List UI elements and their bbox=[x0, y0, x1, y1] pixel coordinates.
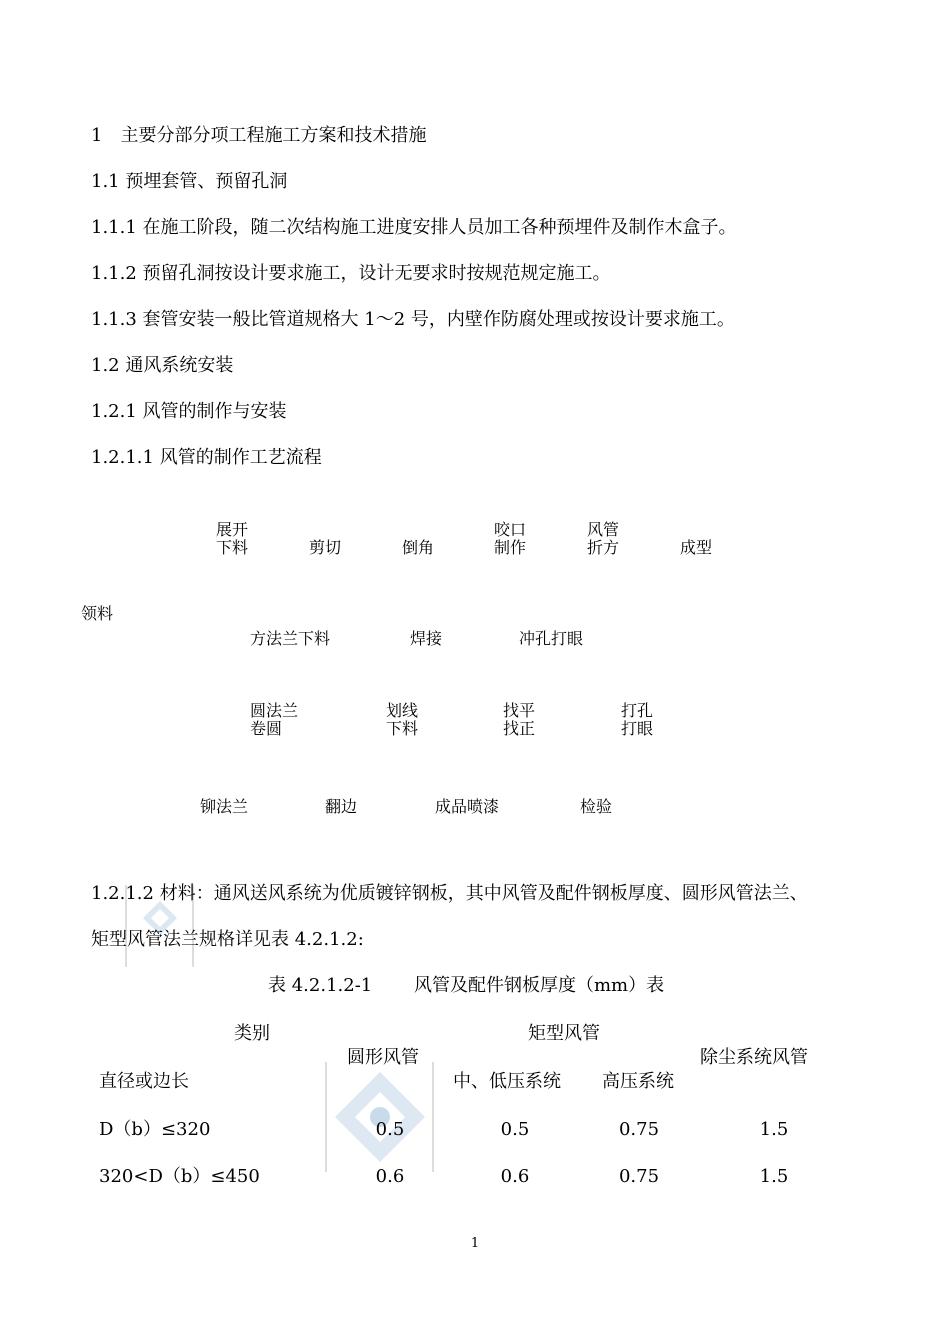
heading-1-1: 1.1 预埋套管、预留孔洞 bbox=[91, 171, 288, 192]
table-row-2-dust: 1.5 bbox=[759, 1166, 789, 1187]
flow-step-rivet: 铆法兰 bbox=[200, 797, 249, 816]
flow-step-fold: 风管 折方 bbox=[587, 520, 620, 557]
heading-1-2-1-1: 1.2.1.1 风管的制作工艺流程 bbox=[91, 447, 322, 468]
table-row-1-size: D（b）≤320 bbox=[99, 1119, 211, 1140]
table-header-round: 圆形风管 bbox=[347, 1047, 419, 1068]
table-header-category: 类别 bbox=[234, 1023, 270, 1044]
flow-step-paint: 成品喷漆 bbox=[435, 797, 500, 816]
flow-step-square-flange: 方法兰下料 bbox=[250, 629, 331, 648]
flow-start: 领料 bbox=[81, 604, 114, 623]
table-row-1-high: 0.75 bbox=[618, 1119, 660, 1140]
flow-step-shear: 剪切 bbox=[309, 538, 342, 557]
heading-1: 1 主要分部分项工程施工方案和技术措施 bbox=[91, 125, 427, 146]
table-header-rect-high: 高压系统 bbox=[602, 1071, 674, 1092]
heading-1-2: 1.2 通风系统安装 bbox=[91, 355, 234, 376]
table-row-1-dust: 1.5 bbox=[759, 1119, 789, 1140]
table-row-1-low: 0.5 bbox=[500, 1119, 530, 1140]
flow-step-punch: 冲孔打眼 bbox=[519, 629, 584, 648]
flow-step-seam: 咬口 制作 bbox=[494, 520, 527, 557]
flow-step-inspect: 检验 bbox=[580, 797, 613, 816]
flow-step-drill: 打孔 打眼 bbox=[621, 701, 654, 738]
paragraph-1-2-1-2-line2: 矩型风管法兰规格详见表 4.2.1.2: bbox=[91, 929, 364, 950]
flow-step-weld: 焊接 bbox=[410, 629, 443, 648]
flow-step-mark: 划线 下料 bbox=[386, 701, 419, 738]
table-row-2-high: 0.75 bbox=[618, 1166, 660, 1187]
table-row-1-round: 0.5 bbox=[375, 1119, 405, 1140]
table-caption: 表 4.2.1.2-1 风管及配件钢板厚度（mm）表 bbox=[268, 975, 665, 996]
table-header-rect-low: 中、低压系统 bbox=[453, 1071, 561, 1092]
flow-step-flange-edge: 翻边 bbox=[325, 797, 358, 816]
table-row-2-size: 320<D（b）≤450 bbox=[99, 1166, 260, 1187]
heading-1-2-1: 1.2.1 风管的制作与安装 bbox=[91, 401, 287, 422]
table-header-dust: 除尘系统风管 bbox=[700, 1047, 808, 1068]
paragraph-1-2-1-2-line1: 1.2.1.2 材料：通风送风系统为优质镀锌钢板，其中风管及配件钢板厚度、圆形风管法兰、 bbox=[91, 883, 808, 904]
watermark-logo-large bbox=[325, 1062, 435, 1172]
flow-step-round-flange: 圆法兰 卷圆 bbox=[250, 701, 299, 738]
paragraph-1-1-1: 1.1.1 在施工阶段，随二次结构施工进度安排人员加工各种预埋件及制作木盒子。 bbox=[91, 217, 737, 238]
paragraph-1-1-2: 1.1.2 预留孔洞按设计要求施工，设计无要求时按规范规定施工。 bbox=[91, 263, 611, 284]
flow-step-unfold: 展开 下料 bbox=[216, 520, 249, 557]
paragraph-1-1-3: 1.1.3 套管安装一般比管道规格大 1～2 号，内壁作防腐处理或按设计要求施工。 bbox=[91, 309, 735, 330]
table-header-rect: 矩型风管 bbox=[528, 1023, 600, 1044]
flow-step-chamfer: 倒角 bbox=[402, 538, 435, 557]
table-header-diameter: 直径或边长 bbox=[99, 1071, 189, 1092]
flow-step-form: 成型 bbox=[680, 538, 713, 557]
table-row-2-low: 0.6 bbox=[500, 1166, 530, 1187]
flow-step-level: 找平 找正 bbox=[503, 701, 536, 738]
page-number: 1 bbox=[470, 1236, 480, 1251]
table-row-2-round: 0.6 bbox=[375, 1166, 405, 1187]
